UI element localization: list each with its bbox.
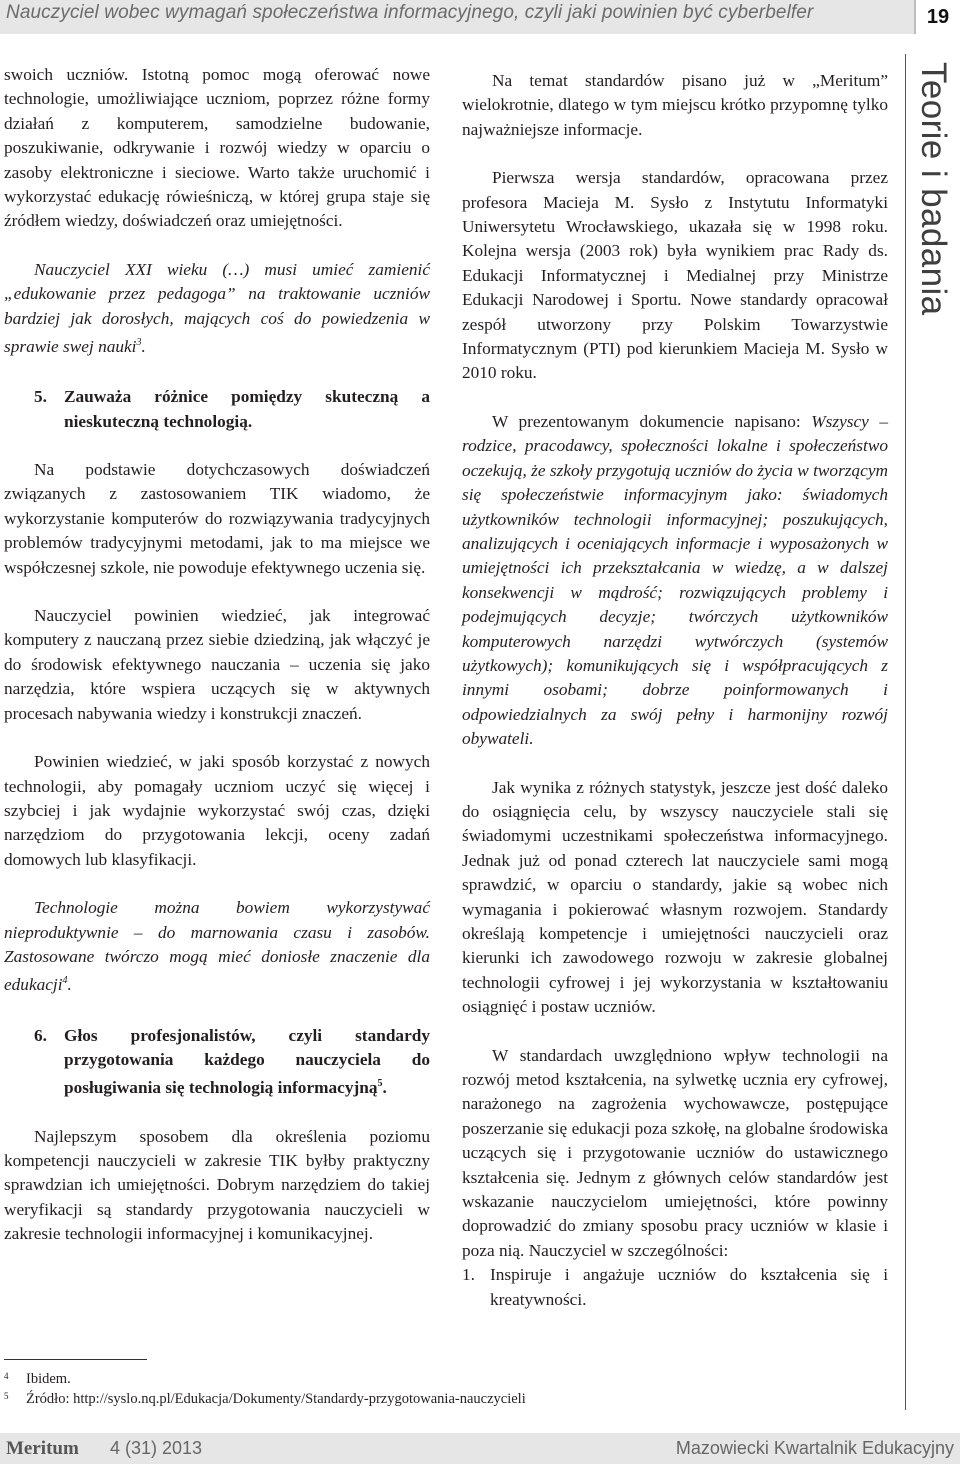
paragraph [462,410,888,752]
quote-text: Wszyscy – rodzice, pracodawcy, społeczności lokalne i społeczeństwo oczekują, że szkoły przygotują uczniów do życia w tworzącym się społeczeństwie informacyjnym jako: świadomych użytkowników technologii informacyjnej; poszukujących, analizujących i oceniających informacje i wyposażonych w umiejętności ich przekształcania w wiedzę, a w dalszej konsekwencji w mądrość; rozwiązujących problemy i podejmujących decyzje; twórczych użytkowników komputerowych narzędzi wytwórczych (systemów użytkowych); komunikujących się i współpracujących z innymi osobami; dobrze poinformowanych i odpowiedzialnych za swój pełny i harmonijny rozwój obywateli. [462,411,888,749]
side-tab-label: Teorie i badania [914,62,953,316]
page-number: 19 [914,0,960,34]
footnote-ref: 3 [136,337,142,349]
paragraph: Na podstawie dotychczasowych doświadczeń związanych z zastosowaniem TIK wiadomo, że wykorzystanie komputerów do rozwiązywania tradycyjnych problemów tradycyjnymi metodami, jak to ma miejsce we współczesnej szkole, nie powoduje efektywnego uczenia się. [4,460,430,577]
footnote-number: 5 [4,1391,9,1401]
footnote-ref: 5 [377,1078,383,1090]
paragraph: Na temat standardów pisano już w „Meritum” wielokrotnie, dlatego w tym miejscu krótko przypomnę tylko najważniejsze informacje. [462,71,888,139]
right-column [462,69,888,1312]
section-number: 5. [34,387,47,407]
paragraph: Nauczyciel powinien wiedzieć, jak integrować komputery z nauczaną przez siebie dziedziną, jak włączyć je do środowisk efektywnego nauczania – uczenia się jako narzędzia, które wspiera uczących się w aktywnych procesach nabywania wiedzy i konstrukcji znaczeń. [4,606,430,723]
footnote [4,1389,884,1409]
quote-text: Technologie można bowiem wykorzystywać nieproduktywnie – do marnowania czasu i zasobów. Zastosowane twórczo mogą mieć doniosłe znaczenie dla edukacji [4,898,430,995]
section-heading [4,1024,430,1101]
footnote [4,1369,884,1389]
publisher-name: Mazowiecki Kwartalnik Edukacyjny [675,1438,954,1458]
quote: Nauczyciel XXI wieku (…) musi umieć zamienić „edukowanie przez pedagoga” na traktowanie uczniów bardziej jak dorosłych, mających coś do powiedzenia w sprawie swej nauki$^3$. [4,259,430,356]
quote-text: Nauczyciel XXI wieku (…) musi umieć zamienić „edukowanie przez pedagoga” na traktowanie uczniów bardziej jak dorosłych, mających coś do powiedzenia w sprawie swej nauki [4,259,430,356]
header-title: Nauczyciel wobec wymagań społeczeństwa informacyjnego, czyli jaki powinien być cyberbelfer [6,2,814,23]
running-footer [0,1433,960,1464]
paragraph: Pierwsza wersja standardów, opracowana przez profesora Macieja M. Sysło z Instytutu Informatyki Uniwersytetu Wrocławskiego, ukazała się w 1998 roku. Kolejna wersja (2003 rok) była wynikiem prac Rady ds. Edukacji Informatycznej i Medialnej przy Ministrze Edukacji Narodowej i Sportu. Nowe standardy opracował zespół utworzony przy Polskim Towarzystwie Informatycznym (PTI) pod kierunkiem Macieja M. Sysło w 2010 roku. [462,168,888,383]
paragraph: Najlepszym sposobem dla określenia poziomu kompetencji nauczycieli w zakresie TIK byłby praktyczny sprawdzian ich umiejętności. Dobrym narzędziem do takiej weryfikacji są standardy przygotowania nauczycieli w zakresie technologii informacyjnej i komunikacyjnej. [4,1126,430,1244]
footnotes [4,1369,884,1409]
section-number: 6. [34,1025,47,1045]
list-number: 1. [462,1265,475,1285]
footnote-text: Źródło: http://syslo.nq.pl/Edukacja/Dokumenty/Standardy-przygotowania-nauczycieli [26,1391,526,1407]
paragraph: W standardach uwzględniono wpływ technologii na rozwój metod kształcenia, na sylwetkę ucznia ery cyfrowej, narażonego na zagrożenia wychowawcze, postępujące poszerzanie się edukacji poza szkołę, na globalne środowiska uczących się i przygotowanie uczniów do ustawicznego kształcenia się. Jednym z głównych celów standardów jest wskazanie nauczycielom umiejętności, które powinny doprowadzić do zmiany sposobu pracy uczniów w klasie i poza nią. Nauczyciel w szczególności: [462,1045,888,1260]
footnote-ref: 4 [62,975,68,987]
section-heading [4,385,430,434]
side-tab-label-box [907,62,953,352]
issue-number: 4 (31) 2013 [110,1438,203,1458]
paragraph: Jak wynika z różnych statystyk, jeszcze jest dość daleko do osiągnięcia celu, by wszyscy nauczyciele stali się świadomymi uczestnikami społeczeństwa informacyjnego. Jednak już od ponad czterech lat nauczyciele sami mogą sprawdzić, w oparciu o standardy, jakie są wobec nich wymagania i pokierować własnym rozwojem. Standardy określają kompetencje i umiejętności nauczycieli oraz kierunki ich zawodowego rozwoju w zakresie globalnej technologii cyfrowej i jej wykorzystania w kształtowaniu osiągnięć i postaw uczniów. [462,777,888,1017]
quote: Technologie można bowiem wykorzystywać nieproduktywnie – do marnowania czasu i zasobów. Zastosowane twórczo mogą mieć doniosłe znaczenie dla edukacji$^4$. [4,898,430,995]
running-header [0,0,960,34]
list-text: Inspiruje i angażuje uczniów do kształcenia się i kreatywności. [490,1265,888,1309]
paragraph: swoich uczniów. Istotną pomoc mogą oferować nowe technologie, umożliwiające uczniom, poprzez różne formy działań z komputerem, samodzielne budowanie, poszukiwanie, odkrywanie i rozwój wiedzy w oparciu o zasoby elektroniczne i sieciowe. Warto także uruchomić i wykorzystać edukację rówieśniczą, w której grupa staje się źródłem wiedzy, doświadczeń oraz umiejętności. [4,65,430,231]
left-column [4,63,430,1247]
paragraph-lead: W prezentowanym dokumencie napisano: [492,411,812,431]
footnote-divider [4,1359,147,1360]
paragraph: Powinien wiedzieć, w jaki sposób korzystać z nowych technologii, aby pomagały uczniom uczyć się więcej i szybciej i jak wydajnie wykorzystać swój czas, dzięki narzędziom do przygotowania lekcji, oceny zadań domowych lub klasyfikacji. [4,752,430,869]
list-item [462,1263,888,1312]
footnote-number: 4 [4,1371,9,1381]
section-title-text: Głos profesjonalistów, czyli standardy przygotowania każdego nauczyciela do posługiwania się technologią informacyjną [64,1025,430,1098]
section-title: Głos profesjonalistów, czyli standardy przygotowania każdego nauczyciela do posługiwania się technologią informacyjną$^5$. [64,1025,430,1098]
section-title: Zauważa różnice pomiędzy skuteczną a nieskuteczną technologią. [64,387,430,431]
footnote-text: Ibidem. [26,1371,71,1387]
journal-name: Meritum [6,1438,79,1459]
